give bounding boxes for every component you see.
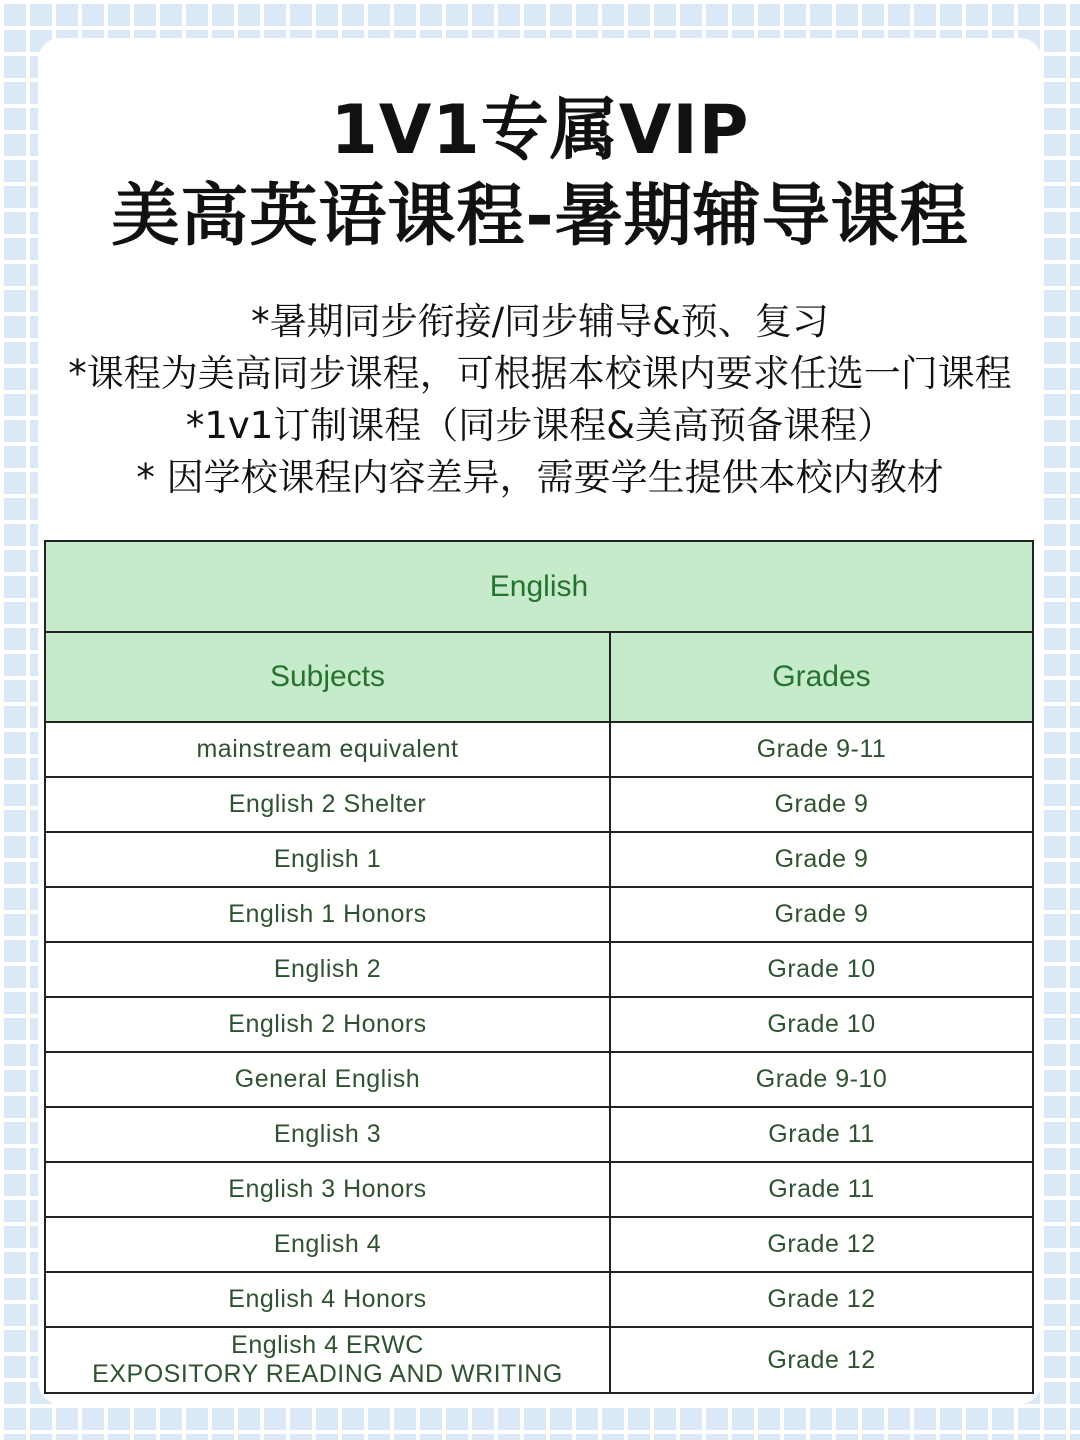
table-row: [45, 1272, 1033, 1327]
grade-cell: Grade 9: [610, 832, 1033, 887]
subject-name: English 4 ERWC: [231, 1331, 424, 1359]
subject-cell: English 4 Honors: [45, 1272, 610, 1327]
subject-cell: English 2 Shelter: [45, 777, 610, 832]
note-line: *1v1订制课程（同步课程&美高预备课程）: [185, 404, 895, 447]
table-row: [45, 1052, 1033, 1107]
table-row: [45, 1162, 1033, 1217]
column-header-grades: Grades: [610, 632, 1033, 722]
subject-cell: English 1: [45, 832, 610, 887]
table-column-headers: [45, 632, 1033, 722]
grade-cell: Grade 9: [610, 777, 1033, 832]
table-section-header: [45, 541, 1033, 632]
section-title: English: [45, 541, 1033, 632]
subject-cell: English 3 Honors: [45, 1162, 610, 1217]
table-row: [45, 832, 1033, 887]
grade-cell: Grade 11: [610, 1107, 1033, 1162]
grade-cell: Grade 10: [610, 997, 1033, 1052]
subject-cell: [45, 1327, 610, 1393]
subject-cell: English 1 Honors: [45, 887, 610, 942]
grade-cell: Grade 12: [610, 1217, 1033, 1272]
note-line: *课程为美高同步课程，可根据本校课内要求任选一门课程: [68, 352, 1012, 395]
table-row: [45, 1217, 1033, 1272]
grade-cell: Grade 12: [610, 1327, 1033, 1393]
table-row: [45, 1327, 1033, 1393]
table-row: [45, 887, 1033, 942]
grade-cell: Grade 11: [610, 1162, 1033, 1217]
subject-cell: English 3: [45, 1107, 610, 1162]
table-row: [45, 777, 1033, 832]
subject-cell: English 2: [45, 942, 610, 997]
grade-cell: Grade 12: [610, 1272, 1033, 1327]
grade-cell: Grade 10: [610, 942, 1033, 997]
note-line: *暑期同步衔接/同步辅导&预、复习: [251, 300, 829, 343]
grade-cell: Grade 9-10: [610, 1052, 1033, 1107]
table-row: [45, 997, 1033, 1052]
grade-cell: Grade 9: [610, 887, 1033, 942]
table-row: [45, 942, 1033, 997]
page-title: 1V1专属VIP: [330, 91, 750, 170]
note-line: * 因学校课程内容差异，需要学生提供本校内教材: [136, 456, 944, 499]
course-table: [44, 540, 1034, 1394]
subject-cell: mainstream equivalent: [45, 722, 610, 777]
table-row: [45, 722, 1033, 777]
subject-description: EXPOSITORY READING AND WRITING: [92, 1360, 563, 1388]
grade-cell: Grade 9-11: [610, 722, 1033, 777]
table-row: [45, 1107, 1033, 1162]
subject-cell: English 4: [45, 1217, 610, 1272]
subject-cell: General English: [45, 1052, 610, 1107]
subject-cell: English 2 Honors: [45, 997, 610, 1052]
page-subtitle: 美高英语课程-暑期辅导课程: [111, 177, 969, 256]
column-header-subjects: Subjects: [45, 632, 610, 722]
